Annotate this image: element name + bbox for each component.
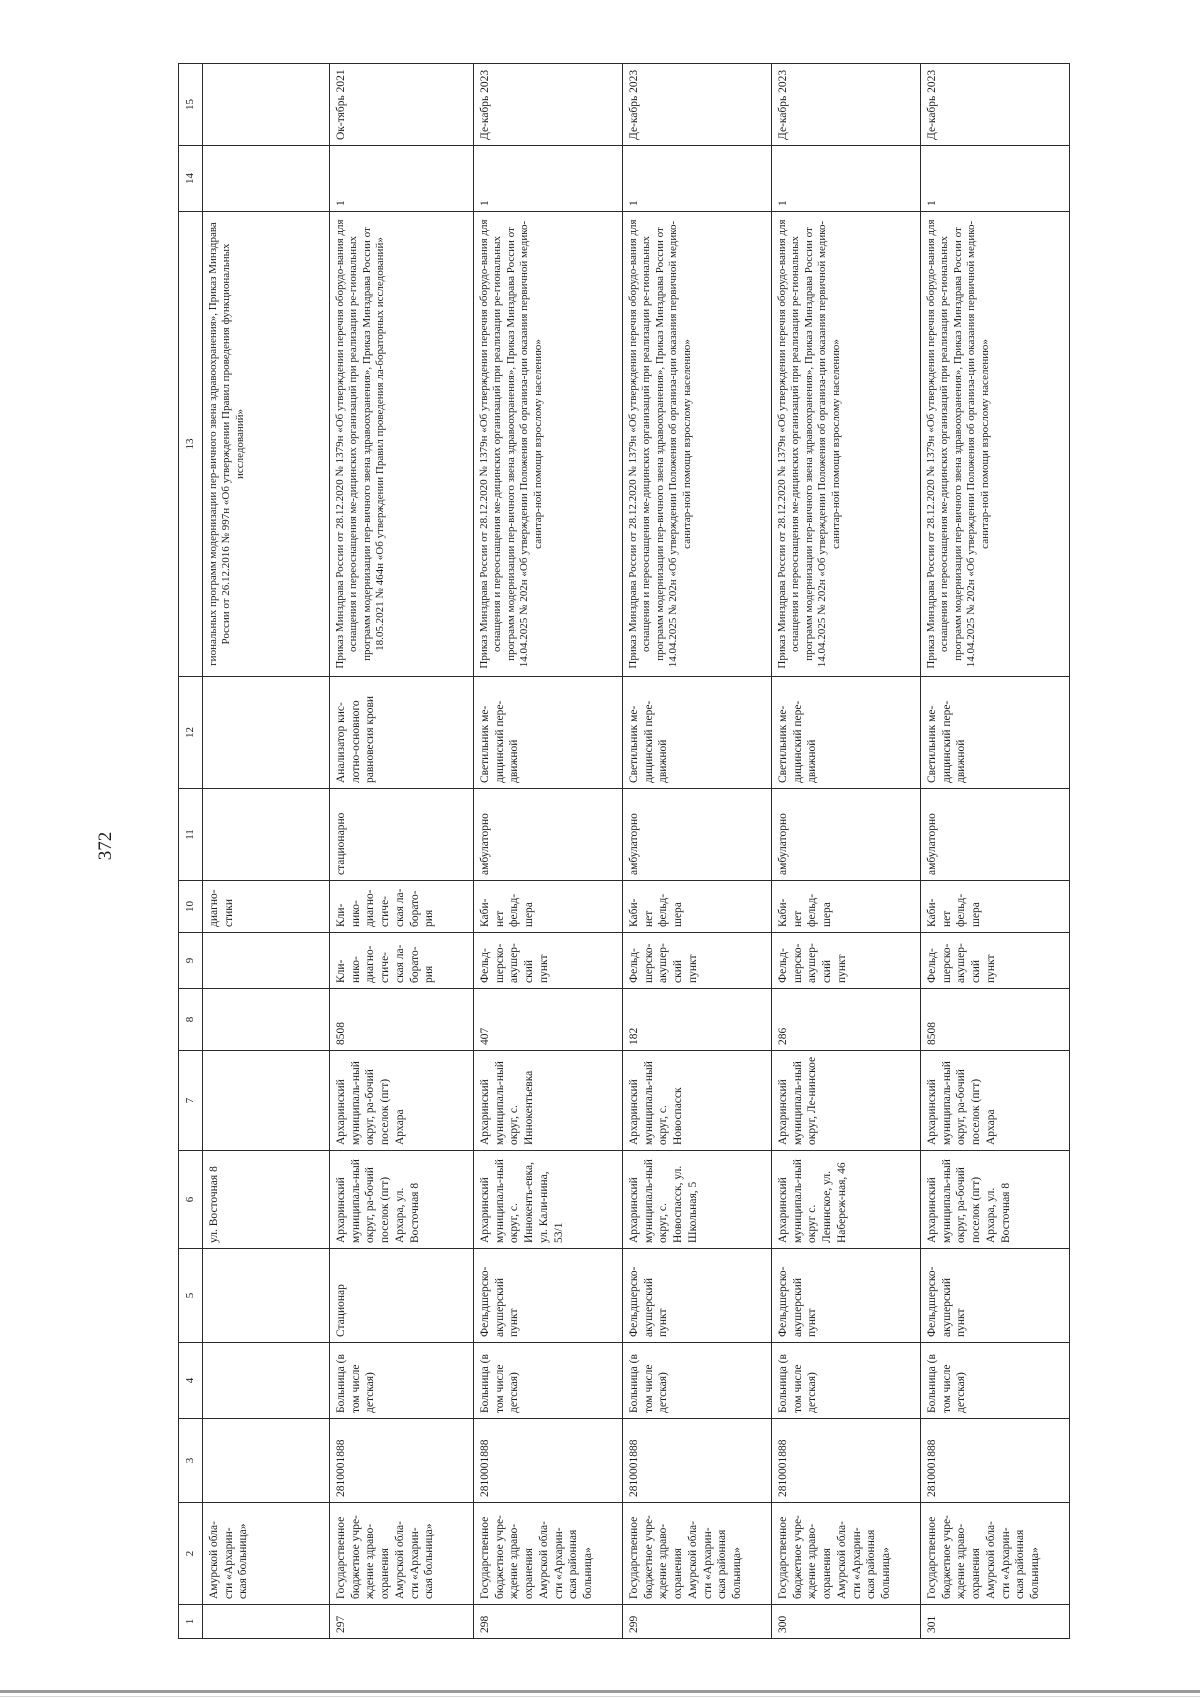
cell-equipment: Анализатор кис-лотно-основного равновесия крови — [330, 677, 474, 789]
cell-locality: Архаринский муниципаль-ный округ, Ле-нинское — [772, 1051, 921, 1151]
cell-population: 407 — [474, 989, 623, 1051]
column-number: 2 — [179, 1503, 203, 1605]
column-number: 13 — [179, 212, 203, 677]
cell-subdivision: Фельд-шерско-акушер-ский пункт — [921, 933, 1070, 989]
cell-department: Кли-нико-диагно-стиче-ская ла-борато-рия — [330, 881, 474, 933]
cell-quantity: 1 — [921, 146, 1070, 212]
cell-number: 299 — [623, 1605, 772, 1639]
cell-population: 8508 — [921, 989, 1070, 1051]
cell-address: ул. Восточная 8 — [203, 1151, 330, 1249]
cell-unit-type: Фельдшерско-акушерский пункт — [921, 1249, 1070, 1343]
cell-quantity: 1 — [330, 146, 474, 212]
column-number: 11 — [179, 789, 203, 881]
cell-locality: Архаринский муниципаль-ный округ, с. Иннокентьевка — [474, 1051, 623, 1151]
column-number: 7 — [179, 1051, 203, 1151]
cell-address: Архаринский муниципаль-ный округ, ра-бочий поселок (пгт) Архара, ул. Восточная 8 — [330, 1151, 474, 1249]
cell-quantity: 1 — [474, 146, 623, 212]
column-number: 12 — [179, 677, 203, 789]
cell-inn: 2810001888 — [330, 1419, 474, 1503]
column-number: 1 — [179, 1605, 203, 1639]
column-number: 3 — [179, 1419, 203, 1503]
cell-equipment: Светильник ме-дицинский пере-движной — [623, 677, 772, 789]
cell-org-type: Больница (в том числе детская) — [330, 1343, 474, 1419]
cell-locality: Архаринский муниципаль-ный округ, ра-бочий поселок (пгт) Архара — [330, 1051, 474, 1151]
cell-unit-type: Фельдшерско-акушерский пункт — [772, 1249, 921, 1343]
cell-legal-basis: гиональных программ модернизации пер-вичного звена здравоохранения», Приказ Минздрава России от 26.12.2016 № 997н «Об утверждении Правил проведения функциональных исследований» — [203, 212, 330, 677]
page-number: 372 — [95, 831, 116, 861]
table-row — [474, 64, 623, 1639]
cell-organization: Государственное бюджетное учре-ждение здраво-охранения Амурской обла-сти «Архарин-ская районная больница» — [921, 1503, 1070, 1605]
column-number: 8 — [179, 989, 203, 1051]
scan-edge-line — [0, 1690, 1200, 1693]
cell-inn: 2810001888 — [623, 1419, 772, 1503]
cell-locality: Архаринский муниципаль-ный округ, с. Новоспасск — [623, 1051, 772, 1151]
cell-address: Архаринский муниципаль-ный округ, с. Иннокенть-евка, ул. Кали-нина, 53/1 — [474, 1151, 623, 1249]
cell-locality: Архаринский муниципаль-ный округ, ра-бочий поселок (пгт) Архара — [921, 1051, 1070, 1151]
cell-department: Каби-нет фельд-шера — [921, 881, 1070, 933]
cell-org-type: Больница (в том числе детская) — [921, 1343, 1070, 1419]
cell-legal-basis: Приказ Минздрава России от 28.12.2020 № 1379н «Об утверждении перечня оборудо-вания для оснащения и переоснащения ме-дицинских организаций при реализации ре-гиональных программ модернизации пер-вичного звена здравоохранения», Приказ Минздрава России от 18.05.2021 № 464н «Об утверждении Правил проведения ла-бораторных исследований» — [330, 212, 474, 677]
cell-legal-basis: Приказ Минздрава России от 28.12.2020 № 1379н «Об утверждении перечня оборудо-вания для оснащения и переоснащения ме-дицинских организаций при реализации ре-гиональных программ модернизации пер-вичного звена здравоохранения», Приказ Минздрава России от 14.04.2025 № 202н «Об утверждении Положения об организа-ции оказания первичной медико-санитар-ной помощи взрослому населению» — [772, 212, 921, 677]
cell-date: Де-кабрь 2023 — [772, 64, 921, 146]
cell-equipment: Светильник ме-дицинский пере-движной — [474, 677, 623, 789]
cell-department: Каби-нет фельд-шера — [474, 881, 623, 933]
cell-org-type: Больница (в том числе детская) — [772, 1343, 921, 1419]
cell-quantity: 1 — [772, 146, 921, 212]
rotated-page — [178, 64, 1069, 1639]
cell-unit-type: Фельдшерско-акушерский пункт — [623, 1249, 772, 1343]
cell-care-mode: амбулаторно — [921, 789, 1070, 881]
column-number: 15 — [179, 64, 203, 146]
cell-date: Де-кабрь 2023 — [474, 64, 623, 146]
cell-subdivision: Фельд-шерско-акушер-ский пункт — [623, 933, 772, 989]
cell-equipment: Светильник ме-дицинский пере-движной — [921, 677, 1070, 789]
cell-org-type: Больница (в том числе детская) — [623, 1343, 772, 1419]
cell-department: Каби-нет фельд-шера — [772, 881, 921, 933]
cell-inn: 2810001888 — [474, 1419, 623, 1503]
cell-care-mode: амбулаторно — [623, 789, 772, 881]
cell-address: Архаринский муниципаль-ный округ, ра-бочий поселок (пгт) Архара, ул. Восточная 8 — [921, 1151, 1070, 1249]
cell-department: Каби-нет фельд-шера — [623, 881, 772, 933]
column-number: 9 — [179, 933, 203, 989]
cell-population: 182 — [623, 989, 772, 1051]
cell-organization: Государственное бюджетное учре-ждение здраво-охранения Амурской обла-сти «Архарин-ская больница» — [330, 1503, 474, 1605]
equipment-register-table — [178, 63, 1070, 1639]
column-number-row — [179, 64, 203, 1639]
cell-population: 286 — [772, 989, 921, 1051]
cell-equipment: Светильник ме-дицинский пере-движной — [772, 677, 921, 789]
cell-quantity: 1 — [623, 146, 772, 212]
cell-address: Архаринский муниципаль-ный округ, с. Новоспасск, ул. Школьная, 5 — [623, 1151, 772, 1249]
cell-unit-type: Фельдшерско-акушерский пункт — [474, 1249, 623, 1343]
cell-number: 301 — [921, 1605, 1070, 1639]
cell-organization: Государственное бюджетное учре-ждение здраво-охранения Амурской обла-сти «Архарин-ская районная больница» — [772, 1503, 921, 1605]
cell-organization: Амурской обла-сти «Архарин-ская больница» — [203, 1503, 330, 1605]
cell-number: 300 — [772, 1605, 921, 1639]
cell-org-type: Больница (в том числе детская) — [474, 1343, 623, 1419]
cell-legal-basis: Приказ Минздрава России от 28.12.2020 № 1379н «Об утверждении перечня оборудо-вания для оснащения и переоснащения ме-дицинских организаций при реализации ре-гиональных программ модернизации пер-вичного звена здравоохранения», Приказ Минздрава России от 14.04.2025 № 202н «Об утверждении Положения об организа-ции оказания первичной медико-санитар-ной помощи взрослому населению» — [623, 212, 772, 677]
column-number: 5 — [179, 1249, 203, 1343]
column-number: 14 — [179, 146, 203, 212]
cell-legal-basis: Приказ Минздрава России от 28.12.2020 № 1379н «Об утверждении перечня оборудо-вания для оснащения и переоснащения ме-дицинских организаций при реализации ре-гиональных программ модернизации пер-вичного звена здравоохранения», Приказ Минздрава России от 14.04.2025 № 202н «Об утверждении Положения об организа-ции оказания первичной медико-санитар-ной помощи взрослому населению» — [474, 212, 623, 677]
column-number: 10 — [179, 881, 203, 933]
table-row — [772, 64, 921, 1639]
cell-legal-basis: Приказ Минздрава России от 28.12.2020 № 1379н «Об утверждении перечня оборудо-вания для оснащения и переоснащения ме-дицинских организаций при реализации ре-гиональных программ модернизации пер-вичного звена здравоохранения», Приказ Минздрава России от 14.04.2025 № 202н «Об утверждении Положения об организа-ции оказания первичной медико-санитар-ной помощи взрослому населению» — [921, 212, 1070, 677]
cell-subdivision: Кли-нико-диагно-стиче-ская ла-борато-рия — [330, 933, 474, 989]
table-row — [330, 64, 474, 1639]
cell-organization: Государственное бюджетное учре-ждение здраво-охранения Амурской обла-сти «Архарин-ская районная больница» — [623, 1503, 772, 1605]
cell-organization: Государственное бюджетное учре-ждение здраво-охранения Амурской обла-сти «Архарин-ская районная больница» — [474, 1503, 623, 1605]
scan-edge-line — [0, 1696, 1200, 1697]
column-number: 6 — [179, 1151, 203, 1249]
cell-date: Де-кабрь 2023 — [623, 64, 772, 146]
cell-care-mode: стационарно — [330, 789, 474, 881]
cell-care-mode: амбулаторно — [772, 789, 921, 881]
continuation-row — [203, 64, 330, 1639]
cell-address: Архаринский муниципаль-ный округ с. Ленинское, ул. Набереж-ная, 46 — [772, 1151, 921, 1249]
cell-inn: 2810001888 — [772, 1419, 921, 1503]
cell-unit-type: Стационар — [330, 1249, 474, 1343]
cell-inn: 2810001888 — [921, 1419, 1070, 1503]
cell-number: 298 — [474, 1605, 623, 1639]
cell-date: Ок-тябрь 2021 — [330, 64, 474, 146]
cell-subdivision: Фельд-шерско-акушер-ский пункт — [772, 933, 921, 989]
cell-date: Де-кабрь 2023 — [921, 64, 1070, 146]
cell-number: 297 — [330, 1605, 474, 1639]
cell-department: диагно-стики — [203, 881, 330, 933]
cell-subdivision: Фельд-шерско-акушер-ский пункт — [474, 933, 623, 989]
table-row — [921, 64, 1070, 1639]
cell-population: 8508 — [330, 989, 474, 1051]
cell-care-mode: амбулаторно — [474, 789, 623, 881]
column-number: 4 — [179, 1343, 203, 1419]
table-row — [623, 64, 772, 1639]
